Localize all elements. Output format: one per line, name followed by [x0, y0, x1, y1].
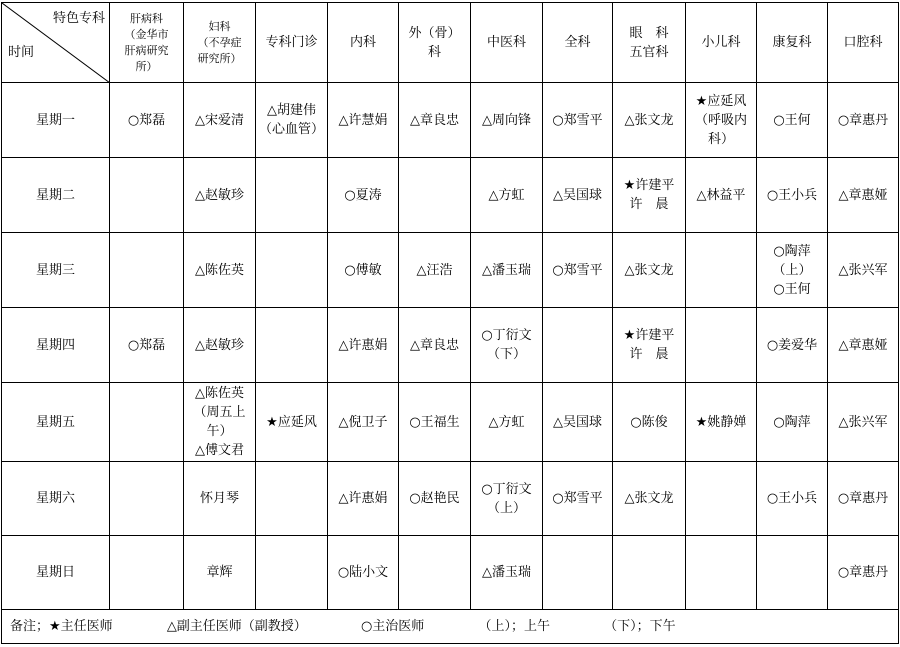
- schedule-cell: ○章惠丹: [828, 536, 899, 610]
- schedule-cell: △张文龙: [613, 462, 686, 536]
- schedule-cell: [110, 536, 184, 610]
- day-label: 星期二: [2, 158, 110, 233]
- schedule-cell: △张兴军: [828, 383, 899, 462]
- schedule-cell: [110, 383, 184, 462]
- schedule-cell: △张文龙: [613, 83, 686, 158]
- day-label: 星期四: [2, 308, 110, 383]
- column-header: 专科门诊: [256, 3, 328, 83]
- schedule-cell: [399, 158, 471, 233]
- schedule-cell: [256, 308, 328, 383]
- schedule-cell: ★许建平 许 晨: [613, 158, 686, 233]
- schedule-cell: [256, 462, 328, 536]
- schedule-cell: △赵敏珍: [184, 158, 256, 233]
- schedule-cell: [110, 233, 184, 308]
- day-label: 星期五: [2, 383, 110, 462]
- column-header: 眼 科 五官科: [613, 3, 686, 83]
- schedule-cell: △倪卫子: [328, 383, 399, 462]
- corner-time-label: 时间: [8, 45, 35, 60]
- day-row: [2, 308, 899, 383]
- schedule-cell: △潘玉瑞: [471, 233, 543, 308]
- schedule-cell: △潘玉瑞: [471, 536, 543, 610]
- schedule-cell: ○夏涛: [328, 158, 399, 233]
- column-header: 小儿科: [686, 3, 757, 83]
- legend-afternoon: （下）；下午: [604, 619, 676, 634]
- schedule-cell: ○陶萍 （上） ○王何: [757, 233, 828, 308]
- day-row: [2, 536, 899, 610]
- schedule-cell: △林益平: [686, 158, 757, 233]
- schedule-cell: ○郑雪平: [543, 462, 613, 536]
- column-header: 妇科 （不孕症 研究所）: [184, 3, 256, 83]
- schedule-cell: [256, 158, 328, 233]
- schedule-cell: ★应延风: [256, 383, 328, 462]
- schedule-cell: △章惠娅: [828, 158, 899, 233]
- day-row: [2, 233, 899, 308]
- day-label: 星期六: [2, 462, 110, 536]
- schedule-cell: △赵敏珍: [184, 308, 256, 383]
- column-header: 内科: [328, 3, 399, 83]
- schedule-cell: ★姚静婵: [686, 383, 757, 462]
- column-header: 外（骨） 科: [399, 3, 471, 83]
- day-label: 星期一: [2, 83, 110, 158]
- schedule-cell: ○丁衍文 （下）: [471, 308, 543, 383]
- schedule-cell: ★应延风 （呼吸内 科）: [686, 83, 757, 158]
- day-label: 星期三: [2, 233, 110, 308]
- schedule-cell: △汪浩: [399, 233, 471, 308]
- schedule-cell: △许惠娟: [328, 462, 399, 536]
- schedule-cell: △胡建伟 （心血管）: [256, 83, 328, 158]
- schedule-cell: [686, 308, 757, 383]
- schedule-cell: △章良忠: [399, 308, 471, 383]
- legend-attending-physician: ○主治医师: [360, 619, 425, 634]
- schedule-cell: ○王福生: [399, 383, 471, 462]
- footer-row: [2, 610, 899, 644]
- header-row: [2, 3, 899, 83]
- schedule-cell: ○傅敏: [328, 233, 399, 308]
- schedule-cell: [110, 158, 184, 233]
- legend-cell: [2, 610, 899, 644]
- schedule-cell: △章惠娅: [828, 308, 899, 383]
- schedule-cell: [110, 462, 184, 536]
- schedule-cell: ○陆小文: [328, 536, 399, 610]
- legend-chief-physician: ★主任医师: [49, 619, 113, 634]
- schedule-cell: △陈佐英: [184, 233, 256, 308]
- column-header: 全科: [543, 3, 613, 83]
- schedule-table: [1, 2, 899, 644]
- schedule-cell: △章良忠: [399, 83, 471, 158]
- day-label: 星期日: [2, 536, 110, 610]
- column-header: 中医科: [471, 3, 543, 83]
- schedule-cell: ○王小兵: [757, 462, 828, 536]
- legend-associate-chief-physician: △副主任医师（副教授）: [166, 619, 307, 634]
- schedule-cell: ○赵艳民: [399, 462, 471, 536]
- schedule-cell: △吴国球: [543, 383, 613, 462]
- schedule-cell: ○丁衍文 （上）: [471, 462, 543, 536]
- schedule-cell: [686, 462, 757, 536]
- day-row: [2, 83, 899, 158]
- schedule-cell: [757, 536, 828, 610]
- schedule-cell: ○王何: [757, 83, 828, 158]
- schedule-cell: △张文龙: [613, 233, 686, 308]
- corner-specialty-label: 特色专科: [52, 11, 105, 26]
- schedule-cell: ○郑磊: [110, 308, 184, 383]
- legend-morning: （上）；上午: [478, 619, 550, 634]
- schedule-cell: ★许建平 许 晨: [613, 308, 686, 383]
- legend-prefix-text: 备注；: [10, 619, 50, 634]
- schedule-cell: 章辉: [184, 536, 256, 610]
- schedule-cell: [613, 536, 686, 610]
- schedule-cell: △周向锋: [471, 83, 543, 158]
- schedule-cell: ○郑雪平: [543, 83, 613, 158]
- day-row: [2, 383, 899, 462]
- day-row: [2, 158, 899, 233]
- schedule-body: [2, 3, 899, 644]
- schedule-cell: [686, 536, 757, 610]
- column-header: 康复科: [757, 3, 828, 83]
- schedule-cell: ○陶萍: [757, 383, 828, 462]
- schedule-cell: 怀月琴: [184, 462, 256, 536]
- schedule-cell: ○章惠丹: [828, 83, 899, 158]
- schedule-cell: [686, 233, 757, 308]
- schedule-cell: △吴国球: [543, 158, 613, 233]
- column-header: 口腔科: [828, 3, 899, 83]
- day-row: [2, 462, 899, 536]
- schedule-cell: ○郑雪平: [543, 233, 613, 308]
- schedule-cell: ○姜爱华: [757, 308, 828, 383]
- schedule-cell: [256, 233, 328, 308]
- corner-cell: [2, 3, 110, 83]
- schedule-cell: ○陈俊: [613, 383, 686, 462]
- schedule-cell: ○章惠丹: [828, 462, 899, 536]
- schedule-cell: △方虹: [471, 158, 543, 233]
- schedule-cell: △张兴军: [828, 233, 899, 308]
- schedule-cell: [543, 308, 613, 383]
- schedule-cell: △宋爱清: [184, 83, 256, 158]
- schedule-cell: [256, 536, 328, 610]
- schedule-cell: [399, 536, 471, 610]
- schedule-cell: ○王小兵: [757, 158, 828, 233]
- legend-prefix: [10, 617, 113, 636]
- schedule-cell: △许慧娟: [328, 83, 399, 158]
- column-header: 肝病科 （金华市 肝病研究 所）: [110, 3, 184, 83]
- schedule-cell: △陈佐英 （周五上 午） △傅文君: [184, 383, 256, 462]
- schedule-cell: △方虹: [471, 383, 543, 462]
- schedule-cell: [543, 536, 613, 610]
- schedule-cell: △许惠娟: [328, 308, 399, 383]
- schedule-cell: ○郑磊: [110, 83, 184, 158]
